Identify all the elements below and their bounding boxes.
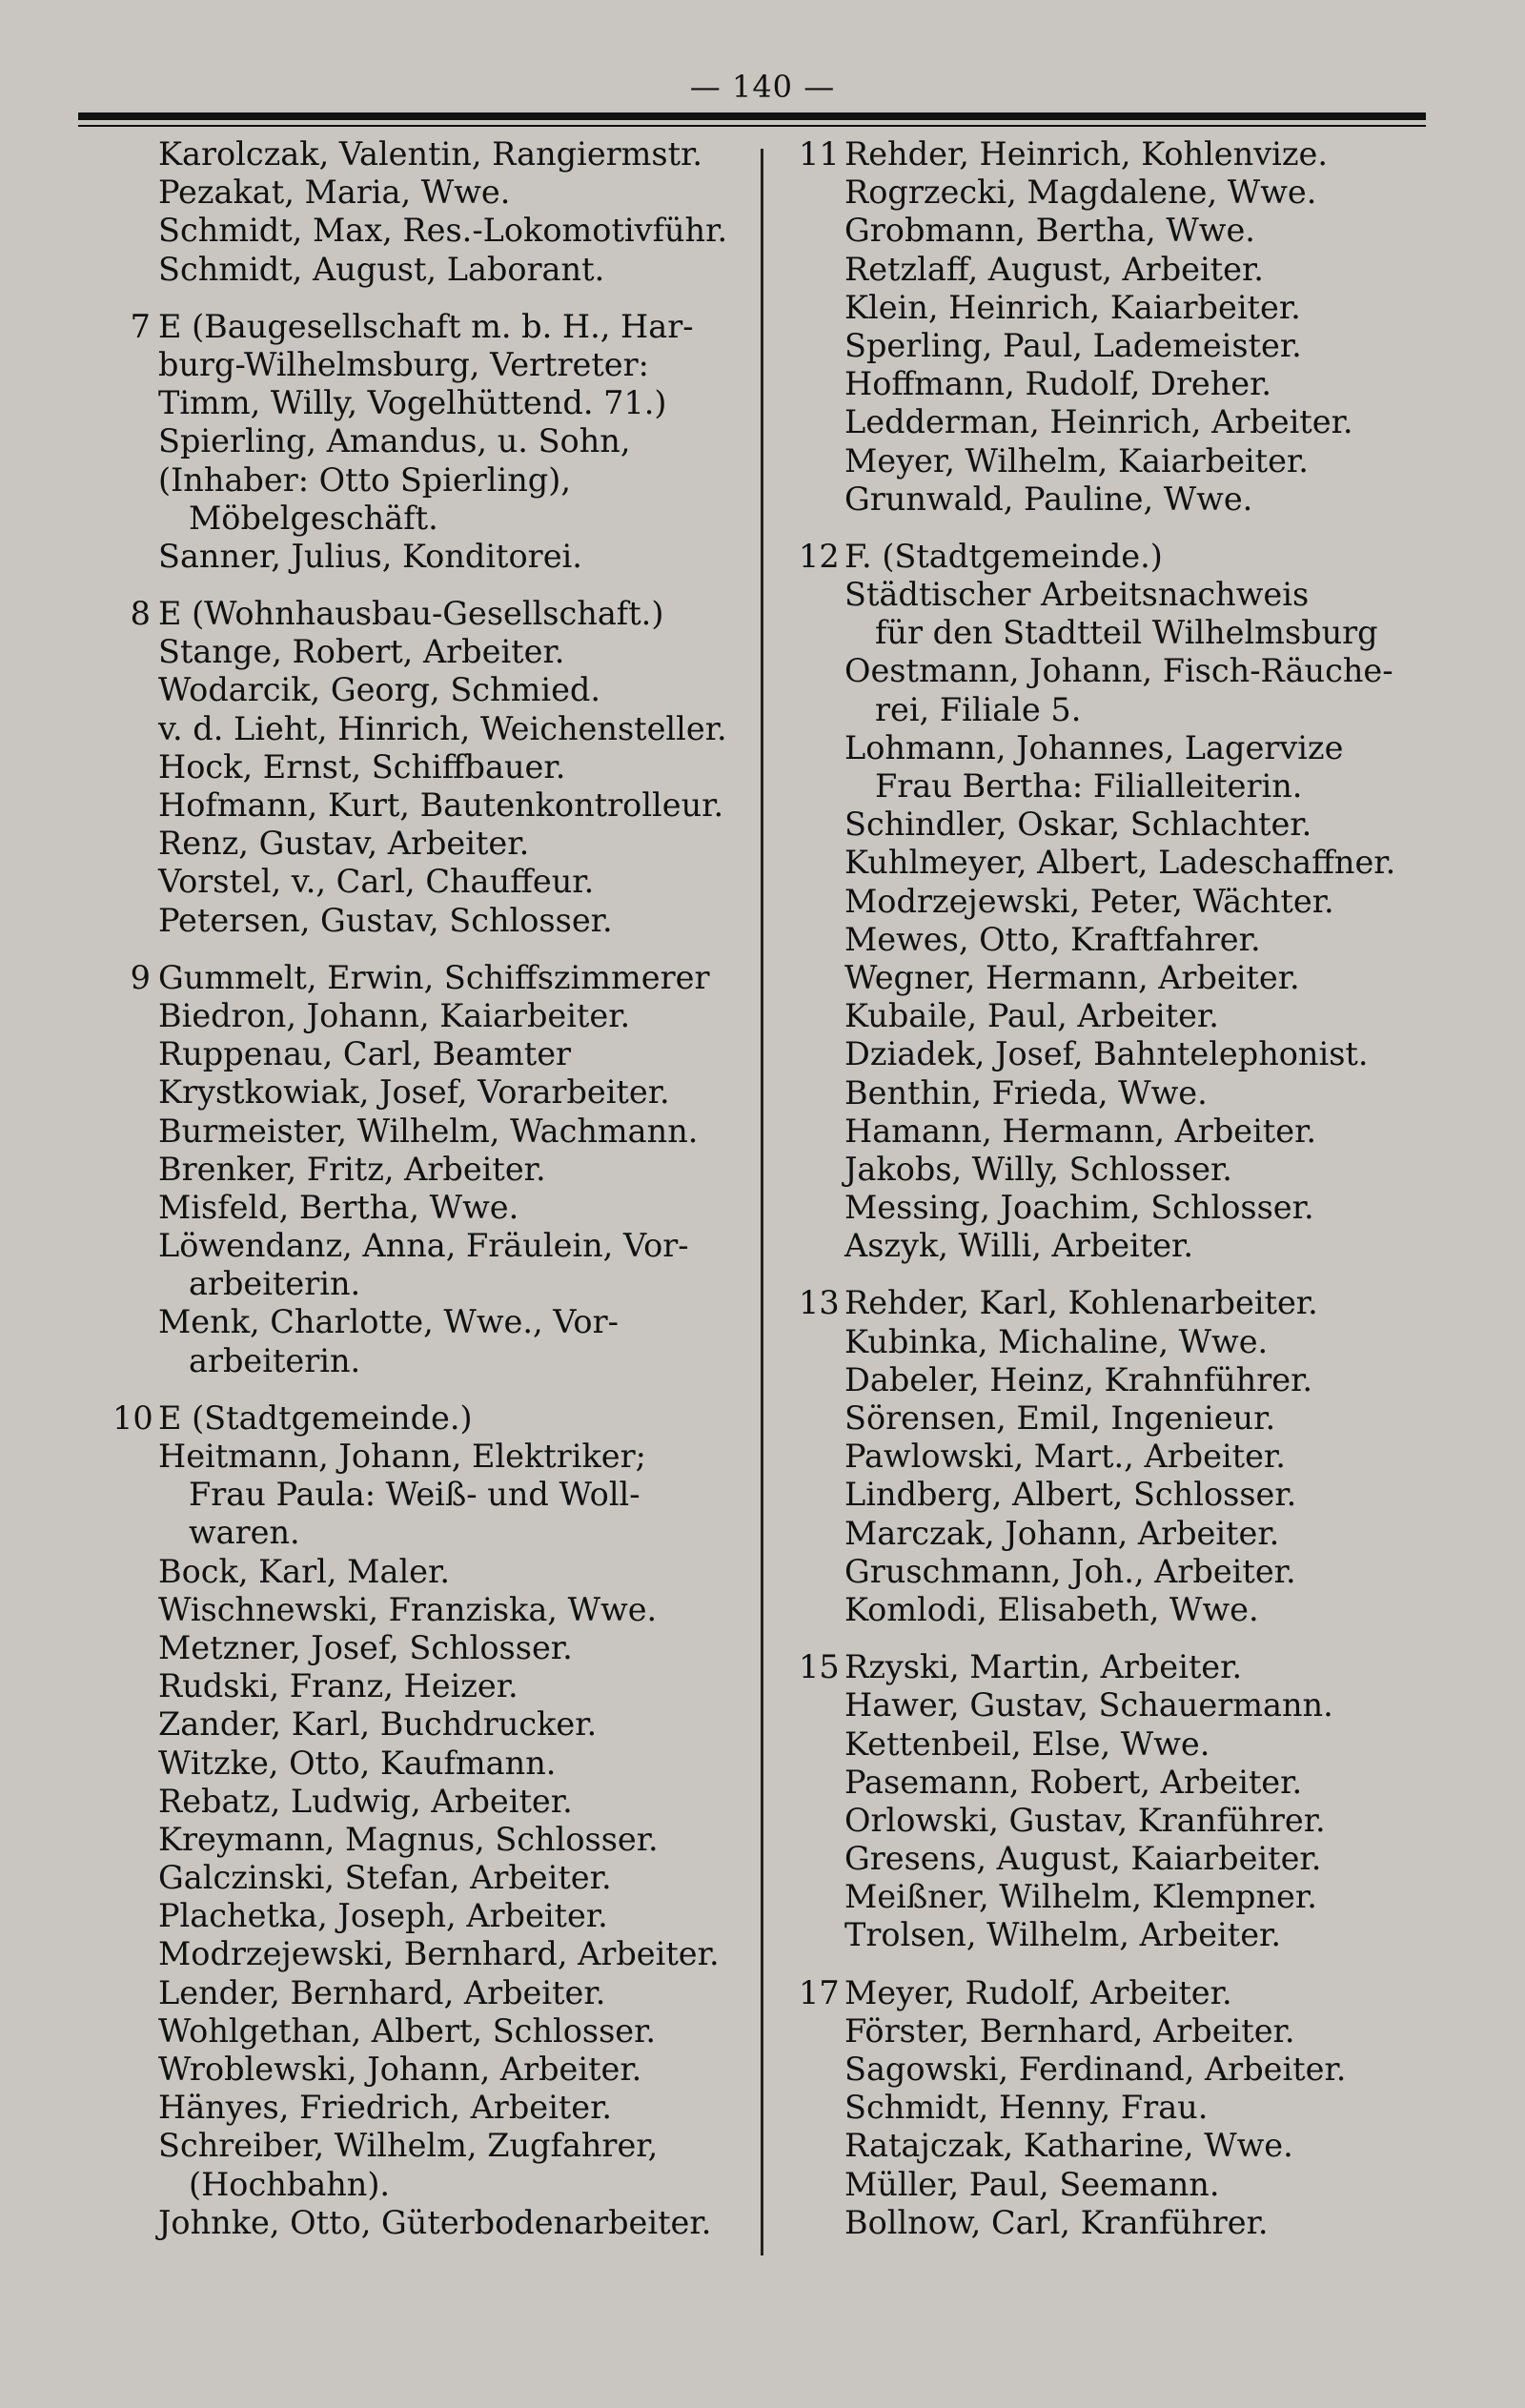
resident-line [799,2012,1466,2051]
resident-line [112,1514,756,1552]
right-column [799,135,1466,2242]
resident-line [799,251,1466,289]
entry-text: Kubaile, Paul, Arbeiter. [844,997,1219,1035]
resident-line [112,1745,756,1783]
resident-line [112,1859,756,1897]
resident-line [799,1840,1466,1878]
entry-text: Galczinski, Stefan, Arbeiter. [158,1859,612,1897]
resident-line [112,1974,756,2012]
house-number: 17 [799,1973,840,2011]
house-number: 8 [130,595,151,633]
entry-text: Lender, Bernhard, Arbeiter. [158,1973,606,2011]
section-gap [799,1265,1466,1284]
entry-text: Schreiber, Wilhelm, Zugfahrer, [158,2127,659,2165]
header-rule-thin [78,125,1426,127]
resident-line [112,633,756,671]
house-number: 9 [130,958,151,996]
entry-text: Bock, Karl, Maler. [158,1552,450,1590]
entry-text: für den Stadtteil Wilhelmsburg [875,614,1378,652]
resident-line [799,1686,1466,1724]
entry-text: Rehder, Karl, Kohlenarbeiter. [844,1284,1318,1322]
entry-text: Lindberg, Albert, Schlosser. [844,1476,1297,1514]
resident-line [112,1821,756,1859]
entry-text: Meyer, Wilhelm, Kaiarbeiter. [844,441,1309,480]
entry-text: Hamann, Hermann, Arbeiter. [844,1112,1317,1150]
entry-text: Kreymann, Magnus, Schlosser. [158,1820,659,1858]
header-rule-thick [78,112,1426,120]
entry-text: Komlodi, Elisabeth, Wwe. [844,1590,1259,1628]
entry-text: Wegner, Hermann, Arbeiter. [844,958,1300,996]
resident-line [799,2089,1466,2127]
resident-line [799,1515,1466,1553]
entry-text: Vorstel, v., Carl, Chauffeur. [158,863,595,901]
entry-text: Trolsen, Wilhelm, Arbeiter. [844,1916,1282,1954]
section-gap [799,519,1466,538]
entry-text: Burmeister, Wilhelm, Wachmann. [158,1112,699,1150]
page-number: — 140 — [689,69,836,105]
entry-text: Rebatz, Ludwig, Arbeiter. [158,1782,573,1820]
resident-line [112,212,756,250]
entry-text: Mewes, Otto, Kraftfahrer. [844,920,1261,958]
resident-line [799,1764,1466,1802]
entry-text: Sanner, Julius, Konditorei. [158,537,582,575]
entry-text: Schindler, Oskar, Schlachter. [844,806,1312,844]
entry-text: rei, Filiale 5. [875,690,1082,728]
entry-text: Gummelt, Erwin, Schiffszimmerer [158,958,710,996]
entry-text: Gresens, August, Kaiarbeiter. [844,1840,1322,1878]
resident-line [799,2204,1466,2242]
resident-line [112,135,756,173]
section-gap [799,1629,1466,1648]
resident-line [112,1438,756,1476]
resident-line [799,212,1466,250]
resident-line [799,691,1466,729]
resident-line [112,1151,756,1189]
resident-line [799,403,1466,441]
resident-line [112,1112,756,1151]
entry-text: (Hochbahn). [189,2165,391,2203]
entry-text: Kubinka, Michaline, Wwe. [844,1322,1269,1360]
resident-line [112,1342,756,1380]
entry-text: Schmidt, Henny, Frau. [844,2089,1209,2127]
resident-line [112,1591,756,1629]
entry-text: Plachetka, Joseph, Arbeiter. [158,1897,608,1935]
resident-line [799,1802,1466,1840]
left-column [112,135,756,2242]
entry-text: E (Stadtgemeinde.) [158,1398,473,1437]
entry-text: F. (Stadtgemeinde.) [844,537,1163,575]
resident-line [799,806,1466,844]
resident-line [799,1438,1466,1476]
resident-line [799,365,1466,403]
resident-line [799,2051,1466,2089]
resident-line [112,710,756,748]
entry-text: Städtischer Arbeitsnachweis [844,576,1310,614]
house-number-line [112,1399,756,1438]
entry-text: Sörensen, Emil, Ingenieur. [844,1399,1276,1437]
resident-line [112,422,756,460]
entry-text: Schmidt, August, Laborant. [158,250,605,288]
entry-text: Klein, Heinrich, Kaiarbeiter. [844,288,1301,326]
resident-line [112,1629,756,1667]
entry-text: Frau Paula: Weiß- und Woll- [189,1476,640,1514]
section-gap [799,1955,1466,1974]
resident-line [112,2204,756,2242]
house-number: 12 [799,537,840,575]
house-number-line [799,538,1466,576]
entry-text: Müller, Paul, Seemann. [844,2165,1220,2203]
entry-text: Rudski, Franz, Heizer. [158,1667,518,1705]
resident-line [112,251,756,289]
resident-line [799,614,1466,652]
resident-line [112,2012,756,2051]
resident-line [799,1553,1466,1591]
resident-line [112,1265,756,1303]
resident-line [112,1227,756,1265]
entry-text: Modrzejewski, Bernhard, Arbeiter. [158,1935,720,1973]
column-divider [761,149,763,2255]
resident-line [799,1916,1466,1954]
house-number-line [799,135,1466,173]
entry-text: Stange, Robert, Arbeiter. [158,633,565,671]
entry-text: Modrzejewski, Peter, Wächter. [844,882,1334,920]
resident-line [799,1074,1466,1112]
entry-text: Wischnewski, Franziska, Wwe. [158,1590,658,1628]
entry-text: Ruppenau, Carl, Beamter [158,1035,572,1073]
entry-text: Ledderman, Heinrich, Arbeiter. [844,403,1353,441]
entry-text: Hofmann, Kurt, Bautenkontrolleur. [158,786,724,824]
entry-text: Heitmann, Johann, Elektriker; [158,1438,646,1475]
entry-text: Hawer, Gustav, Schauermann. [844,1686,1333,1724]
house-number-line [112,959,756,997]
section-gap [112,289,756,308]
resident-line [112,2166,756,2204]
house-number-line [112,308,756,346]
entry-text: Meyer, Rudolf, Arbeiter. [844,1973,1232,2011]
house-number: 11 [799,135,840,173]
entry-text: Menk, Charlotte, Wwe., Vor- [158,1303,619,1341]
resident-line [112,1476,756,1514]
resident-line [112,346,756,384]
resident-line [112,997,756,1035]
entry-text: Förster, Bernhard, Arbeiter. [844,2011,1295,2050]
entry-text: Witzke, Otto, Kaufmann. [158,1744,557,1782]
resident-line [112,2127,756,2165]
entry-text: Rogrzecki, Magdalene, Wwe. [844,173,1317,212]
entry-text: Kuhlmeyer, Albert, Ladeschaffner. [844,844,1396,882]
resident-line [112,1303,756,1341]
resident-line [799,2127,1466,2165]
resident-line [799,997,1466,1035]
entry-text: Sperling, Paul, Lademeister. [844,326,1302,364]
resident-line [112,1897,756,1935]
entry-text: (Inhaber: Otto Spierling), [158,460,571,499]
resident-line [799,1189,1466,1227]
house-number-line [799,1284,1466,1322]
resident-line [112,1035,756,1073]
resident-line [799,480,1466,519]
house-number: 15 [799,1648,840,1686]
entry-text: arbeiterin. [189,1265,361,1303]
resident-line [799,652,1466,690]
resident-line [112,671,756,709]
entry-text: Meißner, Wilhelm, Klempner. [844,1878,1317,1916]
entry-text: Brenker, Fritz, Arbeiter. [158,1150,546,1188]
resident-line [112,1073,756,1112]
entry-text: Biedron, Johann, Kaiarbeiter. [158,996,631,1034]
entry-text: Grunwald, Pauline, Wwe. [844,480,1253,518]
entry-text: Oestmann, Johann, Fisch-Räuche- [844,652,1393,690]
entry-text: Misfeld, Bertha, Wwe. [158,1188,519,1226]
resident-line [112,863,756,901]
house-number: 10 [112,1398,153,1437]
entry-text: v. d. Lieht, Hinrich, Weichensteller. [158,709,727,747]
resident-line [112,748,756,786]
resident-line [799,767,1466,806]
resident-line [799,1151,1466,1189]
entry-text: Messing, Joachim, Schlosser. [844,1189,1314,1227]
entry-text: Krystkowiak, Josef, Vorarbeiter. [158,1073,670,1112]
house-number-line [799,1648,1466,1686]
resident-line [799,576,1466,614]
resident-line [799,442,1466,480]
entry-text: Pasemann, Robert, Arbeiter. [844,1763,1303,1801]
entry-text: Aszyk, Willi, Arbeiter. [844,1227,1194,1265]
section-gap [112,576,756,595]
entry-text: Orlowski, Gustav, Kranführer. [844,1801,1326,1839]
resident-line [799,729,1466,767]
entry-text: Ratajczak, Katharine, Wwe. [844,2127,1293,2165]
resident-line [112,173,756,212]
entry-text: Pawlowski, Mart., Arbeiter. [844,1438,1286,1476]
resident-line [112,825,756,863]
entry-text: Kettenbeil, Else, Wwe. [844,1724,1210,1763]
resident-line [112,902,756,940]
entry-text: Dziadek, Josef, Bahntelephonist. [844,1035,1369,1073]
entry-text: Bollnow, Carl, Kranführer. [844,2203,1269,2241]
entry-text: Renz, Gustav, Arbeiter. [158,825,530,863]
resident-line [112,1935,756,1973]
entry-text: Timm, Willy, Vogelhüttend. 71.) [158,384,667,422]
entry-text: Möbelgeschäft. [189,499,438,537]
entry-text: Hock, Ernst, Schiffbauer. [158,747,566,786]
entry-text: Wodarcik, Georg, Schmied. [158,671,601,709]
entry-text: arbeiterin. [189,1341,361,1379]
entry-text: Benthin, Frieda, Wwe. [844,1073,1208,1112]
resident-line [799,173,1466,212]
resident-line [112,786,756,825]
entry-text: Metzner, Josef, Schlosser. [158,1628,573,1666]
resident-line [112,2089,756,2127]
resident-line [799,1323,1466,1361]
entry-text: Rzyski, Martin, Arbeiter. [844,1648,1243,1686]
resident-line [799,1227,1466,1265]
entry-text: Spierling, Amandus, u. Sohn, [158,422,631,460]
resident-line [112,538,756,576]
house-number: 7 [130,307,151,345]
entry-text: Schmidt, Max, Res.-Lokomotivführ. [158,212,728,250]
resident-line [112,1667,756,1705]
resident-line [799,883,1466,921]
entry-text: Zander, Karl, Buchdrucker. [158,1705,598,1744]
resident-line [799,2166,1466,2204]
entry-text: Hoffmann, Rudolf, Dreher. [844,365,1272,403]
entry-text: Dabeler, Heinz, Krahnführer. [844,1360,1313,1398]
resident-line [799,1035,1466,1073]
resident-line [112,384,756,422]
entry-text: Gruschmann, Joh., Arbeiter. [844,1552,1296,1590]
section-gap [112,940,756,959]
house-number-line [112,595,756,633]
resident-line [112,1553,756,1591]
entry-text: E (Wohnhausbau-Gesellschaft.) [158,595,664,633]
resident-line [112,500,756,538]
entry-text: Lohmann, Johannes, Lagervize [844,728,1344,766]
entry-text: E (Baugesellschaft m. b. H., Har- [158,307,694,345]
entry-text: Hänyes, Friedrich, Arbeiter. [158,2089,613,2127]
resident-line [112,2051,756,2089]
resident-line [799,959,1466,997]
resident-line [799,1399,1466,1438]
resident-line [112,1705,756,1744]
entry-text: Johnke, Otto, Güterbodenarbeiter. [158,2203,712,2241]
entry-text: Rehder, Heinrich, Kohlenvize. [844,135,1328,173]
house-number-line [799,1974,1466,2012]
entry-text: Frau Bertha: Filialleiterin. [875,767,1303,805]
resident-line [799,289,1466,327]
resident-line [799,1725,1466,1764]
resident-line [799,1591,1466,1629]
entry-text: Löwendanz, Anna, Fräulein, Vor- [158,1227,689,1265]
entry-text: Marczak, Johann, Arbeiter. [844,1514,1280,1552]
entry-text: Petersen, Gustav, Schlosser. [158,901,613,939]
entry-text: Karolczak, Valentin, Rangiermstr. [158,135,703,173]
section-gap [112,1380,756,1399]
entry-text: Sagowski, Ferdinand, Arbeiter. [844,2051,1347,2088]
resident-line [799,844,1466,882]
resident-line [112,1189,756,1227]
resident-line [112,461,756,500]
resident-line [799,1878,1466,1916]
resident-line [799,1361,1466,1399]
entry-text: burg-Wilhelmsburg, Vertreter: [158,345,649,383]
entry-text: Wohlgethan, Albert, Schlosser. [158,2011,657,2050]
entry-text: Pezakat, Maria, Wwe. [158,173,511,212]
resident-line [112,1783,756,1821]
entry-text: waren. [189,1514,300,1552]
resident-line [799,327,1466,365]
resident-line [799,921,1466,959]
entry-text: Grobmann, Bertha, Wwe. [844,212,1255,250]
house-number: 13 [799,1284,840,1322]
resident-line [799,1476,1466,1514]
entry-text: Wroblewski, Johann, Arbeiter. [158,2051,642,2088]
entry-text: Jakobs, Willy, Schlosser. [844,1150,1232,1188]
resident-line [799,1112,1466,1151]
entry-text: Retzlaff, August, Arbeiter. [844,250,1264,288]
